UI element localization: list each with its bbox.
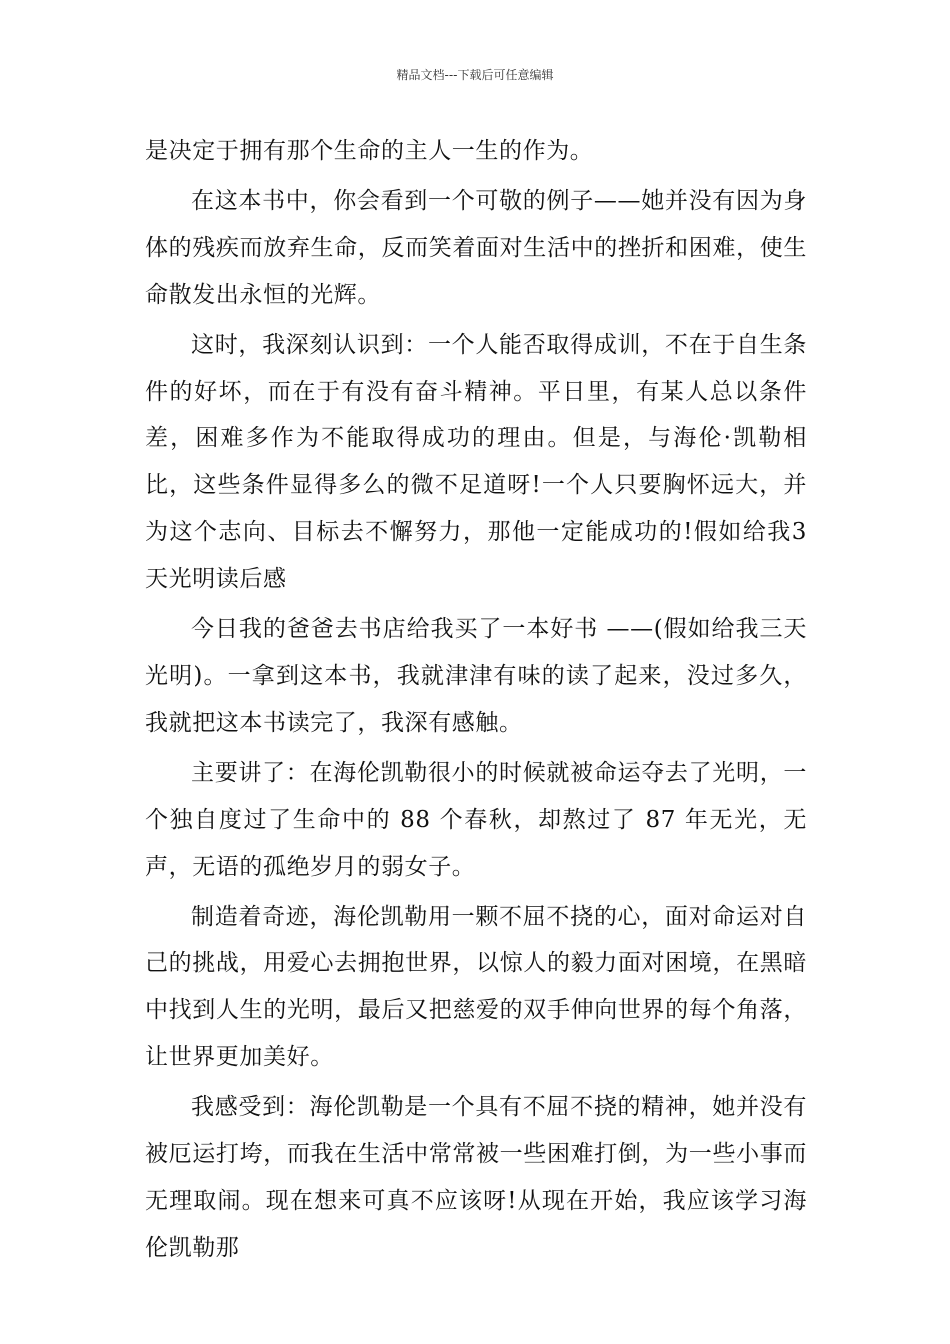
page-header: 精品文档---下载后可任意编辑 [396, 68, 554, 82]
paragraph: 这时，我深刻认识到：一个人能否取得成训，不在于自生条件的好坏，而在于有没有奋斗精神。平日里，有某人总以条件差，困难多作为不能取得成功的理由。但是，与海伦·凯勒相比，这些条件显得多么的微不足道呀!一个人只要胸怀远大，并为这个志向、目标去不懈努力，那他一定能成功的!假如给我3天光明读后感 [145, 331, 807, 593]
paragraph: 主要讲了：在海伦凯勒很小的时候就被命运夺去了光明，一个独自度过了生命中的 88 个春秋，却熬过了 87 年无光，无声，无语的孤绝岁月的弱女子。 [145, 759, 807, 880]
paragraph: 是决定于拥有那个生命的主人一生的作为。 [145, 138, 594, 164]
document-body [145, 128, 807, 1275]
paragraph: 今日我的爸爸去书店给我买了一本好书 ——(假如给我三天光明)。一拿到这本书，我就津津有味的读了起来，没过多久，我就把这本书读完了，我深有感触。 [145, 616, 807, 736]
paragraph: 在这本书中，你会看到一个可敬的例子——她并没有因为身体的残疾而放弃生命，反而笑着面对生活中的挫折和困难，使生命散发出永恒的光辉。 [145, 187, 807, 308]
paragraph: 制造着奇迹，海伦凯勒用一颗不屈不挠的心，面对命运对自己的挑战，用爱心去拥抱世界，以惊人的毅力面对困境，在黑暗中找到人生的光明，最后又把慈爱的双手伸向世界的每个角落，让世界更加美好。 [145, 903, 807, 1071]
paragraph: 我感受到：海伦凯勒是一个具有不屈不挠的精神，她并没有被厄运打垮，而我在生活中常常被一些困难打倒，为一些小事而无理取闹。现在想来可真不应该呀!从现在开始，我应该学习海伦凯勒那 [145, 1094, 807, 1261]
